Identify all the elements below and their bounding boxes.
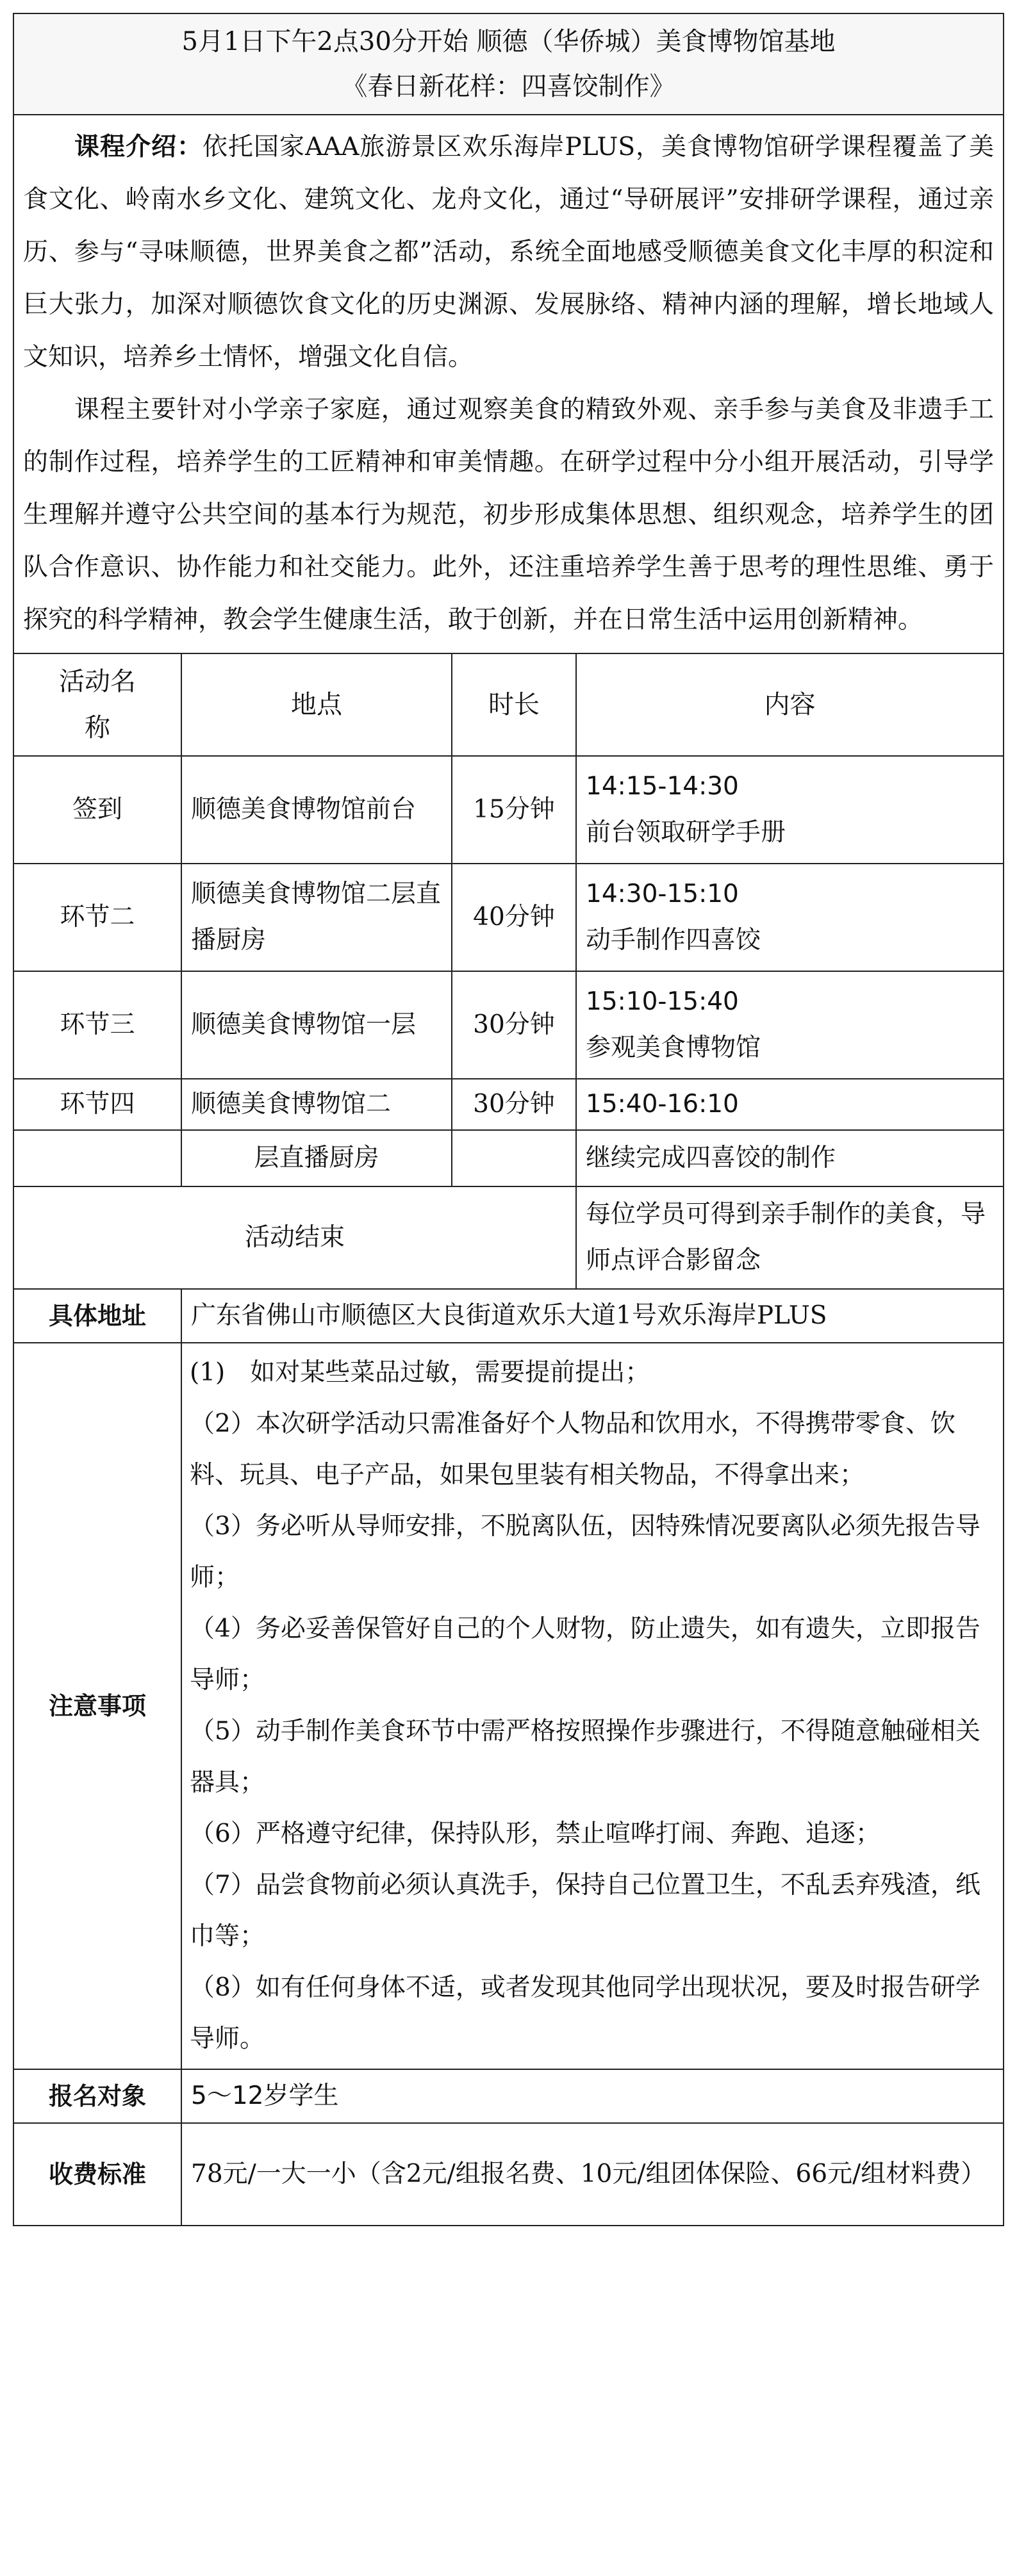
schedule-row — [13, 971, 1004, 1079]
schedule-row — [13, 756, 1004, 864]
note-item: （3）务必听从导师安排，不脱离队伍，因特殊情况要离队必须先报告导师； — [190, 1512, 980, 1592]
note-item: （7）品尝食物前必须认真洗手，保持自己位置卫生，不乱丢弃残渣，纸巾等； — [190, 1871, 980, 1951]
row-time: 14:30-15:10 — [586, 880, 739, 908]
address-value: 广东省佛山市顺德区大良街道欢乐大道1号欢乐海岸PLUS — [181, 1289, 1004, 1343]
row-duration-empty — [452, 1130, 576, 1186]
notes-content — [181, 1343, 1004, 2069]
row-content — [576, 971, 1004, 1079]
intro-text-1: 依托国家AAA旅游景区欢乐海岸PLUS，美食博物馆研学课程覆盖了美食文化、岭南水乡文化、建筑文化、龙舟文化，通过“导研展评”安排研学课程，通过亲历、参与“寻味顺德，世界美食之都”活动，系统全面地感受顺德美食文化丰厚的积淀和巨大张力，加深对顺德饮食文化的历史渊源、发展脉络、精神内涵的理解，增长地域人文知识，培养乡土情怀，增强文化自信。 — [23, 133, 995, 372]
address-row — [13, 1289, 1004, 1343]
row-duration: 30分钟 — [452, 1079, 576, 1130]
fee-value: 78元/一大一小（含2元/组报名费、10元/组团体保险、66元/组材料费） — [181, 2123, 1004, 2226]
row-place: 顺德美食博物馆前台 — [181, 756, 452, 864]
row-desc: 前台领取研学手册 — [586, 818, 786, 847]
target-value: 5～12岁学生 — [181, 2069, 1004, 2123]
header-row — [13, 13, 1004, 115]
header-title: 5月1日下午2点30分开始 顺德（华侨城）美食博物馆基地 — [181, 27, 836, 56]
row-name: 环节二 — [13, 864, 181, 971]
row-duration: 30分钟 — [452, 971, 576, 1079]
end-content: 每位学员可得到亲手制作的美食，导师点评合影留念 — [576, 1186, 1004, 1289]
row-time: 15:40-16:10 — [576, 1079, 1004, 1130]
col-header-duration: 时长 — [452, 653, 576, 756]
row-place-continued: 层直播厨房 — [181, 1130, 452, 1186]
intro-cell — [13, 115, 1004, 653]
schedule-row — [13, 1079, 1004, 1130]
row-content — [576, 756, 1004, 864]
note-item: （5）动手制作美食环节中需严格按照操作步骤进行，不得随意触碰相关器具； — [190, 1717, 980, 1797]
fee-row — [13, 2123, 1004, 2226]
header-cell — [13, 13, 1004, 115]
activity-document — [13, 13, 1003, 2226]
note-item: （8）如有任何身体不适，或者发现其他同学出现状况，要及时报告研学导师。 — [190, 1973, 980, 2053]
note-item: (1) 如对某些菜品过敏，需要提前提出； — [190, 1358, 650, 1387]
row-desc: 动手制作四喜饺 — [586, 926, 761, 955]
row-name: 环节四 — [13, 1079, 181, 1130]
notes-row — [13, 1343, 1004, 2069]
row-duration: 40分钟 — [452, 864, 576, 971]
schedule-row — [13, 864, 1004, 971]
row-desc: 继续完成四喜饺的制作 — [576, 1130, 1004, 1186]
row-name-empty — [13, 1130, 181, 1186]
note-item: （2）本次研学活动只需准备好个人物品和饮用水，不得携带零食、饮料、玩具、电子产品，如果包里装有相关物品，不得拿出来； — [190, 1409, 955, 1489]
end-row — [13, 1186, 1004, 1289]
note-item: （4）务必妥善保管好自己的个人财物，防止遗失，如有遗失，立即报告导师； — [190, 1614, 980, 1694]
row-time: 14:15-14:30 — [586, 772, 739, 801]
row-time: 15:10-15:40 — [586, 987, 739, 1016]
col-header-content: 内容 — [576, 653, 1004, 756]
intro-paragraph-1 — [23, 120, 994, 384]
activity-table — [13, 13, 1004, 2226]
schedule-row-continued — [13, 1130, 1004, 1186]
row-content — [576, 864, 1004, 971]
intro-paragraph-2: 课程主要针对小学亲子家庭，通过观察美食的精致外观、亲手参与美食及非遗手工的制作过程，培养学生的工匠精神和审美情趣。在研学过程中分小组开展活动，引导学生理解并遵守公共空间的基本行为规范，初步形成集体思想、组织观念，培养学生的团队合作意识、协作能力和社交能力。此外，还注重培养学生善于思考的理性思维、勇于探究的科学精神，教会学生健康生活，敢于创新，并在日常生活中运用创新精神。 — [23, 395, 995, 634]
note-item: （6）严格遵守纪律，保持队形，禁止喧哗打闹、奔跑、追逐； — [190, 1819, 881, 1848]
end-label: 活动结束 — [13, 1186, 576, 1289]
row-place: 顺德美食博物馆一层 — [181, 971, 452, 1079]
intro-row — [13, 115, 1004, 653]
row-name: 签到 — [13, 756, 181, 864]
row-place: 顺德美食博物馆二 — [181, 1079, 452, 1130]
notes-label: 注意事项 — [13, 1343, 181, 2069]
target-label: 报名对象 — [13, 2069, 181, 2123]
col-header-name: 活动名称 — [13, 653, 181, 756]
row-name: 环节三 — [13, 971, 181, 1079]
row-place: 顺德美食博物馆二层直播厨房 — [181, 864, 452, 971]
address-label: 具体地址 — [13, 1289, 181, 1343]
col-header-place: 地点 — [181, 653, 452, 756]
schedule-header-row — [13, 653, 1004, 756]
intro-label: 课程介绍： — [74, 132, 203, 161]
fee-label: 收费标准 — [13, 2123, 181, 2226]
row-desc: 参观美食博物馆 — [586, 1033, 761, 1062]
target-row — [13, 2069, 1004, 2123]
row-duration: 15分钟 — [452, 756, 576, 864]
header-subtitle: 《春日新花样：四喜饺制作》 — [342, 72, 675, 101]
